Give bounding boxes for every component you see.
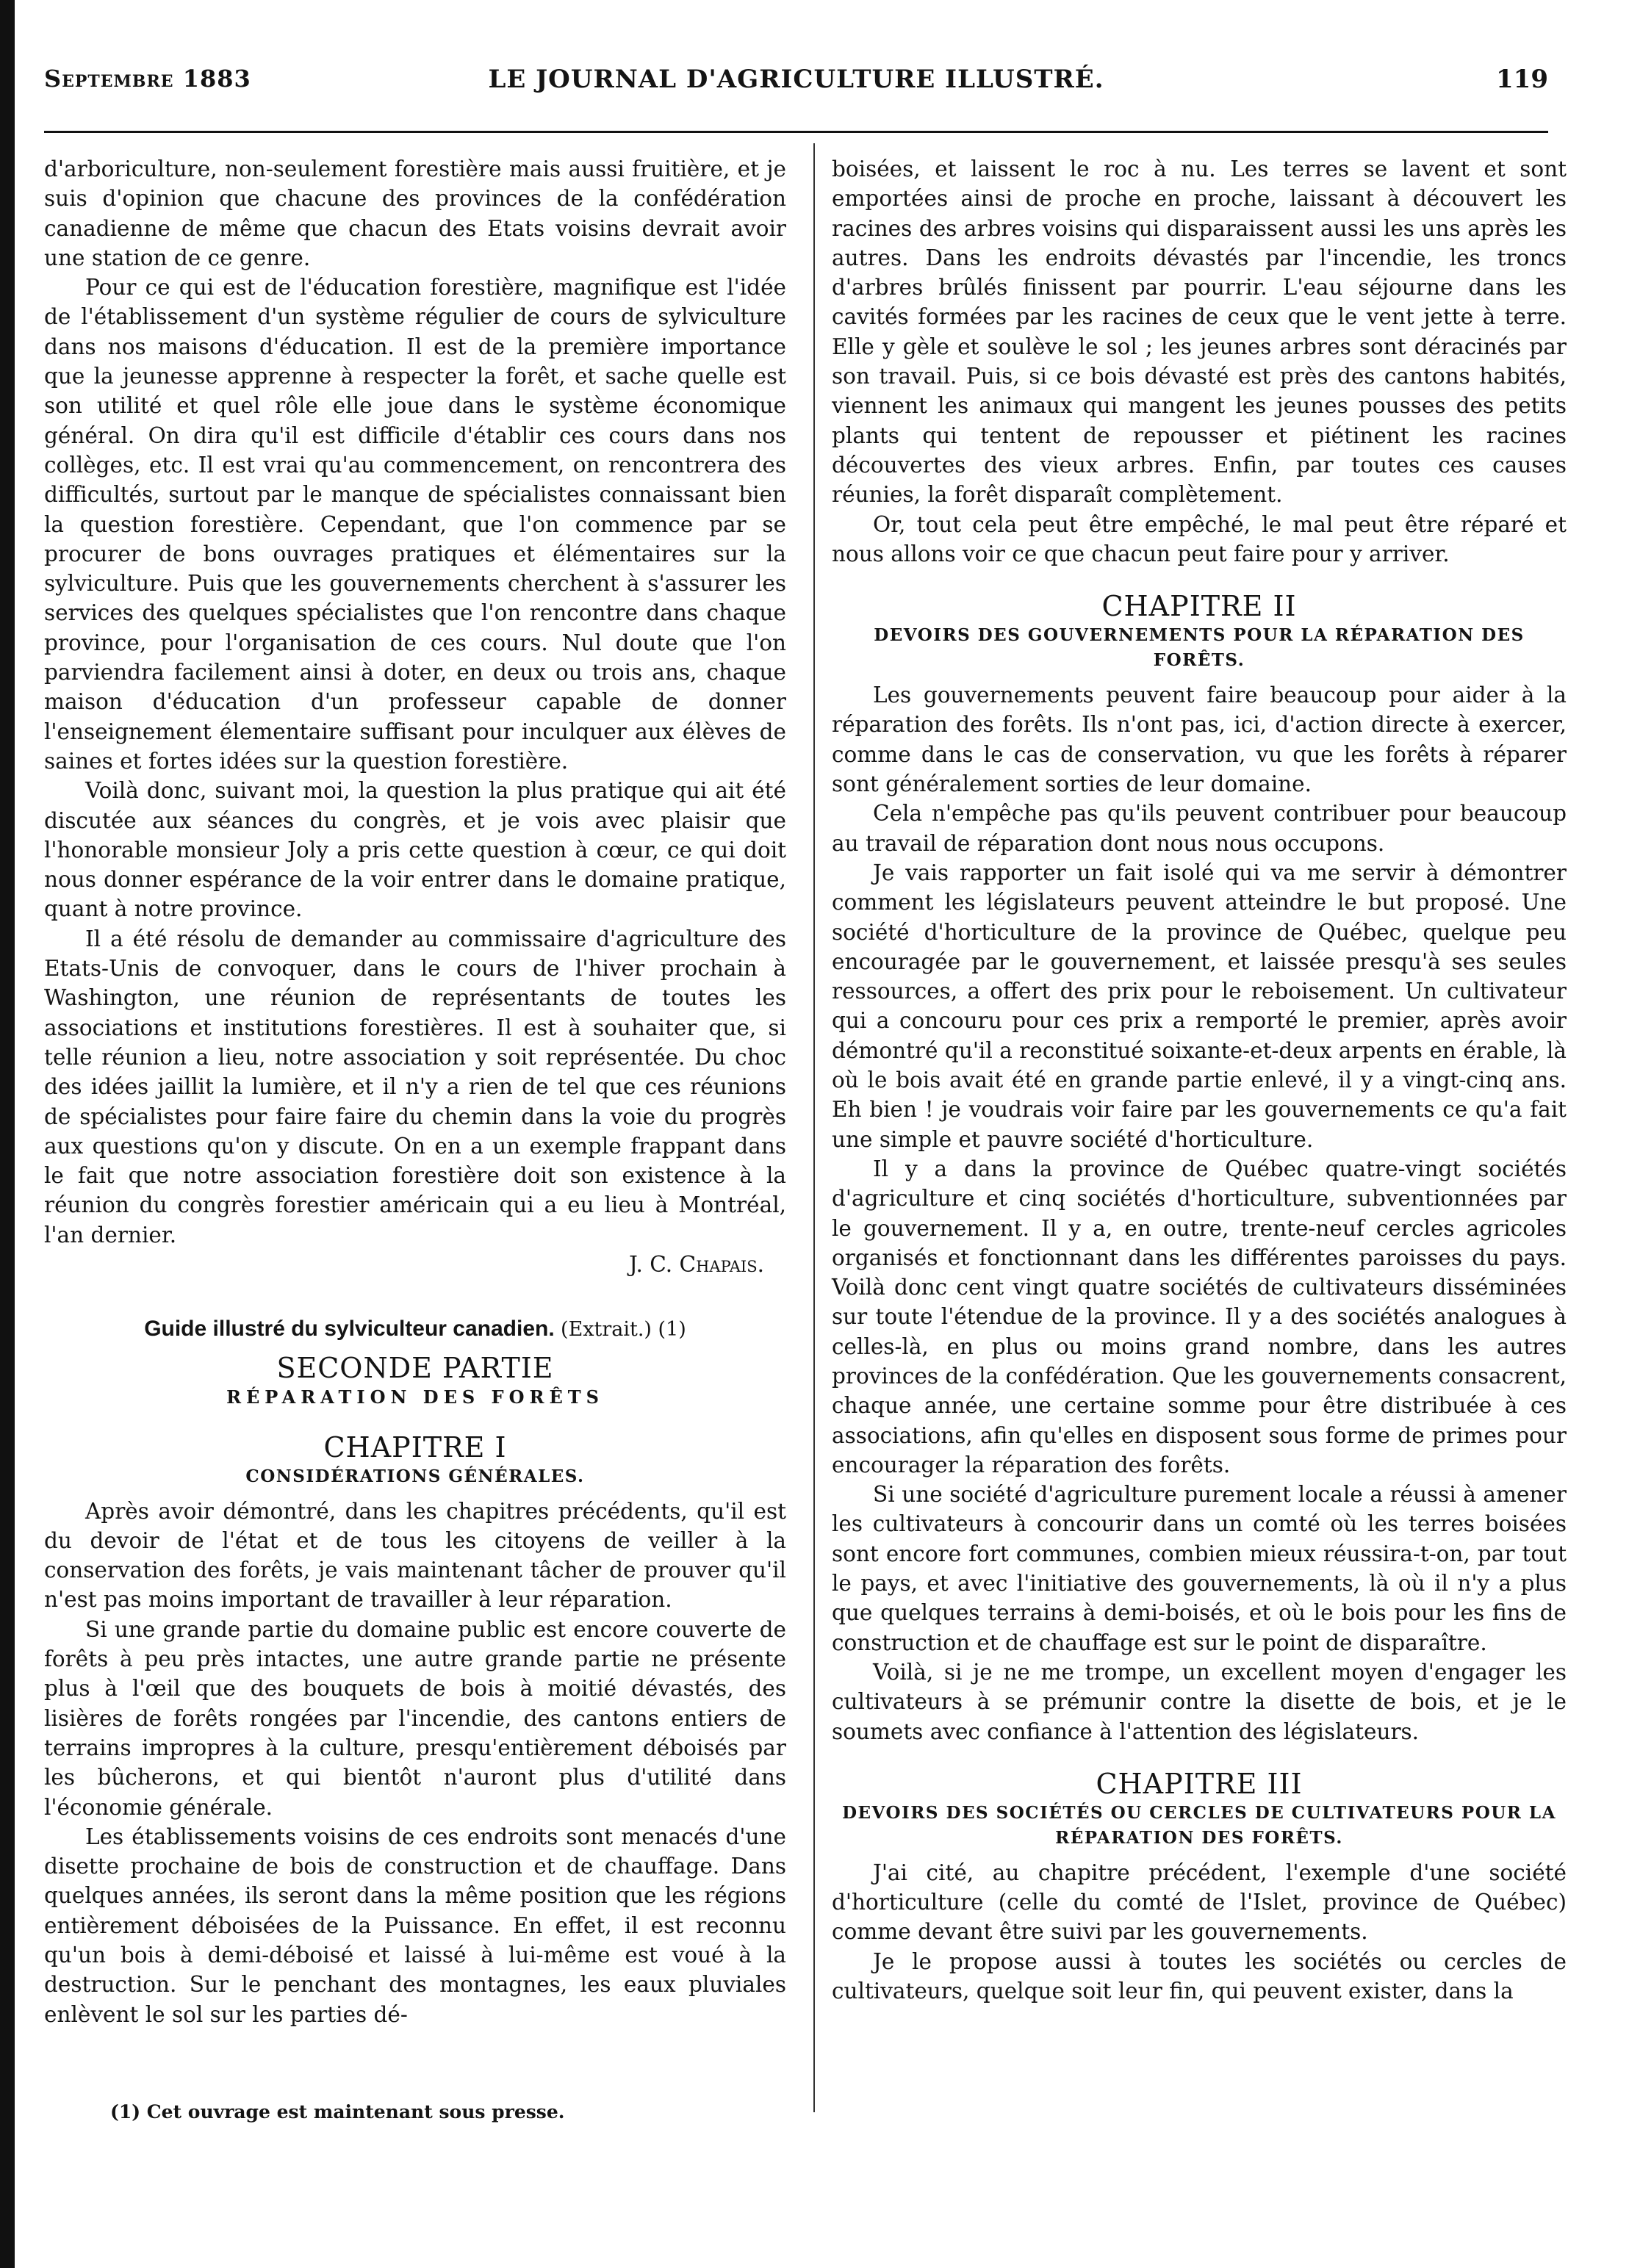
paragraph: J'ai cité, au chapitre précédent, l'exemple d'une société d'horticulture (celle du comté de l'Islet, province de Québec) comme devant être suivi par les gouvernements. (832, 1860, 1567, 1945)
chapter-subtitle: DEVOIRS DES GOUVERNEMENTS POUR LA RÉPARATION DES FORÊTS. (874, 625, 1525, 671)
paragraph: Si une société d'agriculture purement locale a réussi à amener les cultivateurs à concourir dans un comté où les terres boisées sont encore fort communes, combien mieux réussira-t-on, par tout le pays, et avec l'initiative des gouvernements, là où il n'y a plus que quelques terrains à demi-boisés, et où le bois pour les fins de construction et de chauffage est sur le point de disparaître. (832, 1482, 1567, 1655)
paragraph: Or, tout cela peut être empêché, le mal peut être réparé et nous allons voir ce que chacun peut faire pour y arriver. (832, 511, 1567, 566)
paragraph: Il a été résolu de demander au commissaire d'agriculture des Etats-Unis de convoquer, dans le cours de l'hiver prochain à Washington, une réunion de représentants de toutes les associations et institutions forestières. Il est à souhaiter que, si telle réunion a lieu, notre association y soit représentée. Du choc des idées jaillit la lumière, et il n'y a rien de tel que ces réunions de spécialistes pour faire faire du chemin dans la voie du progrès aux questions qu'on y discute. On en a un exemple frappant dans le fait que notre association forestière doit son existence à la réunion du congrès forestier américain qui a eu lieu à Montréal, l'an dernier. (44, 926, 786, 1248)
part-title: SECONDE PARTIE (276, 1351, 554, 1384)
paragraph: Voilà, si je ne me trompe, un excellent moyen d'engager les cultivateurs à se prémunir contre la disette de bois, et je le soumets avec confiance à l'attention des législateurs. (832, 1659, 1567, 1744)
running-header (44, 65, 1548, 103)
work-title: Guide illustré du sylviculteur canadien. (144, 1317, 555, 1342)
paragraph: Il y a dans la province de Québec quatre-vingt sociétés d'agriculture et cinq sociétés d'horticulture, subventionnées par le gouvernement. Il y a, en outre, trente-neuf cercles agricoles organisés et fonctionnant dans les différentes paroisses du pays. Voilà donc cent vingt quatre sociétés de cultivateurs disséminées sur toute l'étendue de la province. Il y a des sociétés analogues à celles-là, en plus ou moins grand nombre, dans les autres provinces de la confédération. Que les gouvernements consacrent, chaque année, une certaine somme pour être distribuée à ces associations, afin qu'elles en disposent sous forme de primes pour encourager la réparation des forêts. (832, 1156, 1567, 1477)
paragraph: Je vais rapporter un fait isolé qui va me servir à démontrer comment les législateurs peuvent atteindre le but proposé. Une société d'horticulture de la province de Québec, quelque peu encouragée par le gouvernement, et laissée presqu'à ses seules ressources, a offert des prix pour le reboisement. Un cultivateur qui a concouru pour ces prix a remporté le premier, après avoir démontré qu'il a reconstitué soixante-et-deux arpents en érable, là où le bois avait été en grande partie enlevé, il y a vingt-cinq ans. Eh bien ! je voudrais voir faire par les gouvernements ce qu'a fait une simple et pauvre société d'horticulture. (832, 860, 1567, 1152)
chapter-title: CHAPITRE I (323, 1430, 507, 1464)
paragraph: Si une grande partie du domaine public est encore couverte de forêts à peu près intactes, une autre grande partie ne présente plus à l'œil que des bouquets de bois à moitié dévastés, des lisières de forêts rongées par l'incendie, des cantons entiers de terrains impropres à la culture, presqu'entièrement déboisés par les bûcherons, et qui bientôt n'auront plus d'utilité dans l'économie générale. (44, 1616, 786, 1820)
part-subtitle: RÉPARATION DES FORÊTS (226, 1386, 604, 1408)
left-column (44, 154, 786, 2029)
paragraph: Cela n'empêche pas qu'ils peuvent contribuer pour beaucoup au travail de réparation dont nous nous occupons. (832, 801, 1567, 856)
work-heading (44, 1314, 786, 1344)
chapter-title: CHAPITRE III (1096, 1767, 1303, 1800)
paragraph: Je le propose aussi à toutes les sociétés ou cercles de cultivateurs, quelque soit leur fin, qui peuvent exister, dans la (832, 1948, 1567, 2004)
paragraph: Après avoir démontré, dans les chapitres précédents, qu'il est du devoir de l'état et de tous les citoyens de veiller à la conservation des forêts, je vais maintenant tâcher de prouver qu'il n'est pas moins important de travailler à leur réparation. (44, 1498, 786, 1613)
paragraph: Les établissements voisins de ces endroits sont menacés d'une disette prochaine de bois de construction et de chauffage. Dans quelques années, ils seront dans la même position que les régions entièrement déboisées de la Puissance. En effet, il est reconnu qu'un bois à demi-déboisé et laissé à lui-même est voué à la destruction. Sur le penchant des montagnes, les eaux pluviales enlèvent le sol sur les parties dé- (44, 1824, 786, 2027)
page-binding-edge (0, 0, 15, 2268)
right-column (832, 154, 1567, 2006)
page-number: 119 (1496, 65, 1548, 94)
work-extract-note: (Extrait.) (1) (561, 1318, 686, 1342)
journal-title: LE JOURNAL D'AGRICULTURE ILLUSTRÉ. (488, 65, 1104, 94)
chapter-title: CHAPITRE II (1101, 590, 1297, 623)
header-rule (44, 131, 1548, 133)
author-signature: J. C. Chapais. (628, 1251, 764, 1277)
chapter-subtitle: CONSIDÉRATIONS GÉNÉRALES. (245, 1466, 585, 1486)
paragraph: boisées, et laissent le roc à nu. Les terres se lavent et sont emportées ainsi de proche en proche, laissant à découvert les racines des arbres voisins qui disparaissent aussi les uns après les autres. Dans les endroits dévastés par l'incendie, les troncs d'arbres brûlés finissent par pourrir. L'eau séjourne dans les cavités formées par les racines de ceux que le vent jette à terre. Elle y gèle et soulève le sol ; les jeunes arbres sont déracinés par son travail. Puis, si ce bois dévasté est près des cantons habités, viennent les animaux qui mangent les jeunes pousses des petits plants qui tentent de repousser et piétinent les racines découvertes des vieux arbres. Enfin, par toutes ces causes réunies, la forêt disparaît complètement. (832, 156, 1567, 508)
footnote: (1) Cet ouvrage est maintenant sous presse. (110, 2101, 565, 2123)
chapter-subtitle: DEVOIRS DES SOCIÉTÉS OU CERCLES DE CULTIVATEURS POUR LA RÉPARATION DES FORÊTS. (842, 1802, 1556, 1848)
paragraph: Pour ce qui est de l'éducation forestière, magnifique est l'idée de l'établissement d'un système régulier de cours de sylviculture dans nos maisons d'éducation. Il est de la première importance que la jeunesse apprenne à respecter la forêt, et sache quelle est son utilité et quel rôle elle joue dans le système économique général. On dira qu'il est difficile d'établir ces cours dans nos collèges, etc. Il est vrai qu'au commencement, on rencontrera des difficultés, surtout par le manque de spécialistes connaissant bien la question forestière. Cependant, que l'on commence par se procurer de bons ouvrages pratiques et élémentaires sur la sylviculture. Puis que les gouvernements cherchent à s'assurer les services des quelques spécialistes que l'on rencontre dans chaque province, pour l'organisation de ces cours. Nul doute que l'on parviendra facilement ainsi à doter, en deux ou trois ans, chaque maison d'éducation d'un professeur capable de donner l'enseignement élementaire suffisant pour inculquer aux élèves de saines et fortes idées sur la question forestière. (44, 275, 786, 774)
paragraph: Voilà donc, suivant moi, la question la plus pratique qui ait été discutée aux séances du congrès, et je vois avec plaisir que l'honorable monsieur Joly a pris cette question à cœur, ce qui doit nous donner espérance de la voir entrer dans le domaine pratique, quant à notre province. (44, 778, 786, 922)
paragraph: Les gouvernements peuvent faire beaucoup pour aider à la réparation des forêts. Ils n'ont pas, ici, d'action directe à exercer, comme dans le cas de conservation, vu que les forêts à réparer sont généralement sorties de leur domaine. (832, 683, 1567, 797)
column-divider (813, 143, 815, 2112)
paragraph: d'arboriculture, non-seulement forestière mais aussi fruitière, et je suis d'opinion que chacune des provinces de la confédération canadienne de même que chacun des Etats voisins devrait avoir une station de ce genre. (44, 156, 786, 270)
header-date: Septembre 1883 (44, 65, 251, 93)
